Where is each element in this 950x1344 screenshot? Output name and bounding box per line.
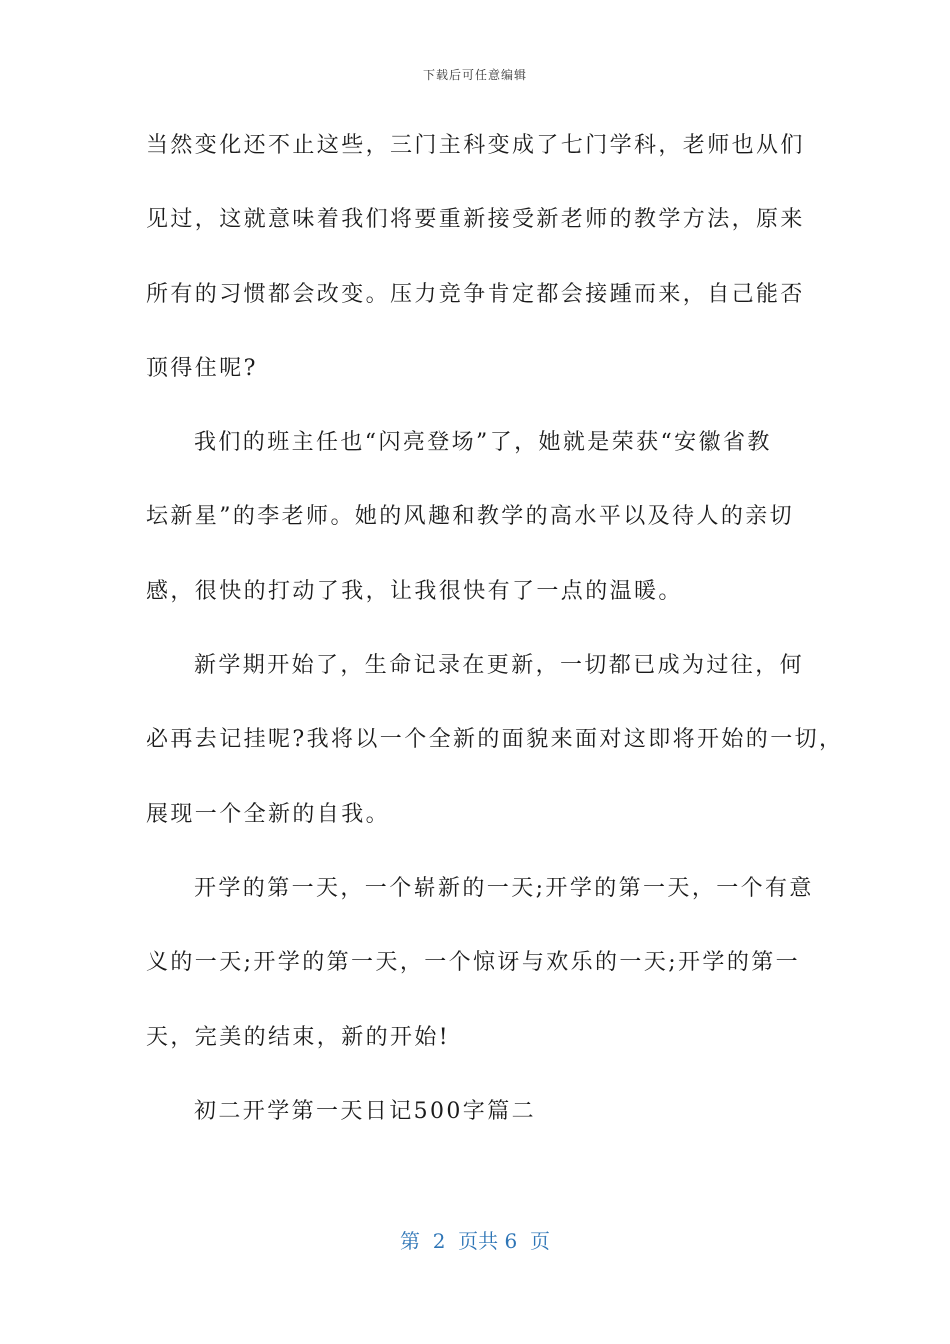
paragraph-line: 义的一天;开学的第一天，一个惊讶与欢乐的一天;开学的第一	[146, 950, 801, 976]
header-note: 下载后可任意编辑	[422, 68, 527, 82]
paragraph-line: 我们的班主任也“闪亮登场”了，她就是荣获“安徽省教	[194, 430, 772, 456]
page-number-footer: 第 2 页共 6 页	[400, 1229, 550, 1253]
paragraph-line: 开学的第一天，一个崭新的一天;开学的第一天，一个有意	[194, 875, 814, 901]
paragraph-line: 所有的习惯都会改变。压力竞争肯定都会接踵而来，自己能否	[146, 281, 805, 307]
paragraph-line: 见过，这就意味着我们将要重新接受新老师的教学方法，原来	[146, 207, 805, 233]
paragraph-line: 感，很快的打动了我，让我很快有了一点的温暖。	[146, 578, 683, 604]
paragraph-line: 当然变化还不止这些，三门主科变成了七门学科，老师也从们	[146, 133, 805, 158]
paragraph-line: 坛新星”的李老师。她的风趣和教学的高水平以及待人的亲切	[146, 504, 795, 530]
paragraph-line: 天，完美的结束，新的开始!	[146, 1024, 451, 1050]
paragraph-line: 顶得住呢?	[146, 355, 258, 381]
paragraph-line: 必再去记挂呢?我将以一个全新的面貌来面对这即将开始的一切，	[146, 727, 844, 753]
paragraph-line: 展现一个全新的自我。	[146, 801, 391, 827]
section-heading: 初二开学第一天日记500字篇二	[194, 1098, 536, 1124]
paragraph-line: 新学期开始了，生命记录在更新，一切都已成为过往，何	[194, 653, 805, 679]
document-body	[146, 124, 844, 1164]
